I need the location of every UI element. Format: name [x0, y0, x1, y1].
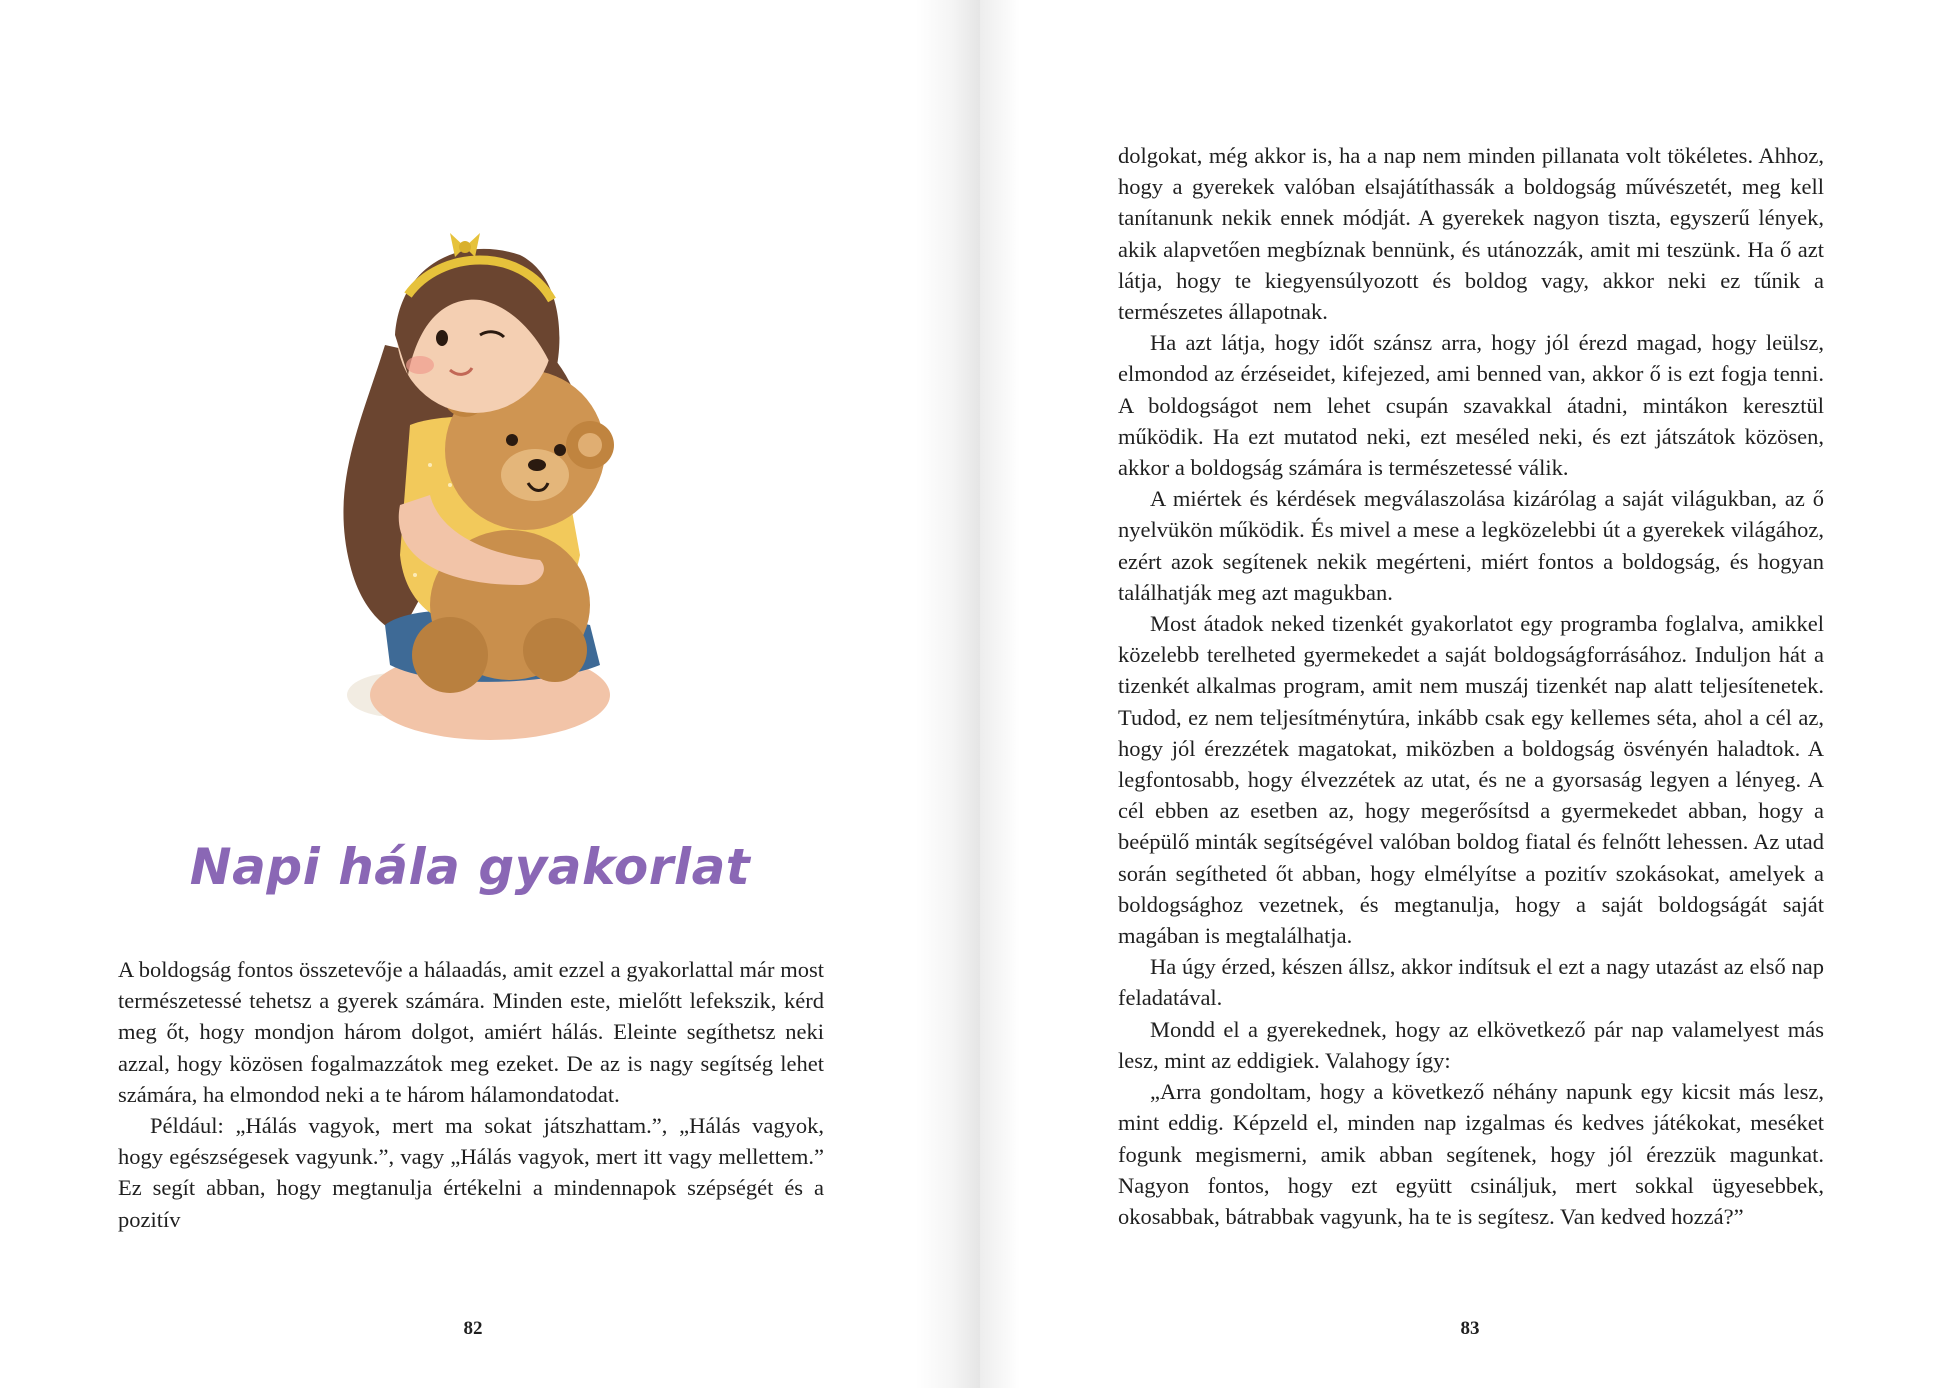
paragraph: Most átadok neked tizenkét gyakorlatot egy programba foglalva, amikkel közelebb terelheted gyermekedet a saját boldogságforrásához. Induljon hát a tizenkét alkalmas program, amit nem muszáj tizenkét nap alatt teljesítenetek. Tudod, ez nem teljesítménytúra, inkább csak egy kellemes séta, ahol a cél az, hogy jól érezzétek magatokat, miközben a boldogság ösvényén haladtok. A legfontosabb, hogy élvezzétek az utat, és ne a gyorsaság legyen a lényeg. A cél ebben az esetben az, hogy megerősítsd a gyermekedet abban, hogy a beépülő minták segítségével valóban boldog fiatal és felnőtt lehessen. Az utad során segítheted őt abban, hogy elmélyítse a pozitív szokásokat, amelyek a boldogsághoz vezetnek, és megtanulja, hogy a saját boldogságát saját magában is megtalálhatja. [1118, 611, 1824, 949]
right-page [980, 0, 1937, 1388]
girl-with-teddy-illustration [290, 225, 690, 745]
page-number-left: 82 [463, 1318, 483, 1339]
paragraph: A boldogság fontos összetevője a hálaadás, amit ezzel a gyakorlattal már most természetessé tehetsz a gyerek számára. Minden este, mielőtt lefekszik, kérd meg őt, hogy mondjon három dolgot, amiért hálás. Eleinte segíthetsz neki azzal, hogy közösen fogalmazzátok meg ezeket. De az is nagy segítség lehet számára, ha elmondod neki a te három hálamondatodat. [118, 957, 824, 1107]
paragraph: dolgokat, még akkor is, ha a nap nem minden pillanata volt tökéletes. Ahhoz, hogy a gyerekek valóban elsajátíthassák a boldogság művészetét, meg kell tanítanunk nekik ennek módját. A gyerekek nagyon tiszta, egyszerű lények, akik alapvetően megbíznak bennünk, és utánozzák, amit mi teszünk. Ha ő azt látja, hogy te kiegyensúlyozott és boldog vagy, akkor neki ez tűnik a természetes állapotnak. [1118, 143, 1824, 325]
chapter-title: Napi hála gyakorlat [189, 838, 751, 896]
page-number-right: 83 [1460, 1318, 1480, 1339]
right-body-text [1118, 140, 1824, 1232]
left-body-text [118, 954, 824, 1235]
paragraph: Például: „Hálás vagyok, mert ma sokat játszhattam.”, „Hálás vagyok, hogy egészségesek vagyunk.”, vagy „Hálás vagyok, mert itt vagy mellettem.” Ez segít abban, hogy megtanulja értékelni a mindennapok szépségét és a pozitív [118, 1113, 824, 1232]
paragraph: Mondd el a gyerekednek, hogy az elkövetkező pár nap valamelyest más lesz, mint az eddigiek. Valahogy így: [1118, 1016, 1824, 1073]
paragraph: A miértek és kérdések megválaszolása kizárólag a saját világukban, az ő nyelvükön működik. És mivel a mese a legközelebbi út a gyerekek világához, ezért azok segítenek nekik megérteni, miért fontos a boldogság, és hogyan találhatják meg azt magukban. [1118, 486, 1824, 605]
paragraph: Ha azt látja, hogy időt szánsz arra, hogy jól érezd magad, hogy leülsz, elmondod az érzéseidet, kifejezed, ami benned van, akkor ő is ezt fogja tenni. A boldogságot nem lehet csupán szavakkal átadni, mintákon keresztül működik. Ha ezt mutatod neki, ezt meséled neki, és ezt játszátok közösen, akkor a boldogság számára is természetessé válik. [1118, 330, 1824, 481]
paragraph: Ha úgy érzed, készen állsz, akkor indítsuk el ezt a nagy utazást az első nap feladatával. [1118, 954, 1824, 1011]
paragraph: „Arra gondoltam, hogy a következő néhány napunk egy kicsit más lesz, mint eddig. Képzeld el, minden nap izgalmas és kedves játékokat, meséket fogunk megismerni, amik abban segítenek, hogy jól érezzük magunkat. Nagyon fontos, hogy ezt együtt csináljuk, mert sokkal ügyesebbek, okosabbak, bátrabbak vagyunk, ha te is segítesz. Van kedved hozzá?” [1118, 1079, 1824, 1229]
